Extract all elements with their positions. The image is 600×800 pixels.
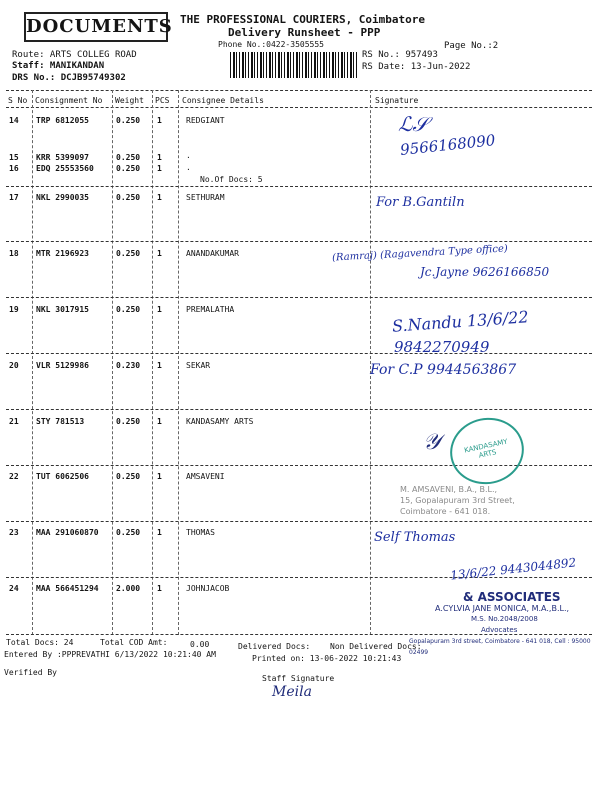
col-pcs: PCS — [155, 96, 170, 105]
divider — [32, 90, 33, 635]
row-consignment: TRP 6812055 — [36, 116, 89, 125]
route: Route: ARTS COLLEG ROAD — [12, 50, 137, 60]
row-consignee: REDGIANT — [186, 116, 225, 125]
row-weight: 2.000 — [116, 584, 141, 593]
row-consignee: PREMALATHA — [186, 305, 235, 314]
row-sno: 19 — [9, 305, 19, 314]
row-rule — [6, 186, 592, 187]
staff-signature-label: Staff Signature — [262, 674, 335, 683]
row-sno: 18 — [9, 249, 19, 258]
handwritten-note: (Ramraj) (Ragavendra Type office) — [331, 243, 509, 264]
advocate-stamp — [400, 484, 515, 517]
row-consignment: NKL 2990035 — [36, 193, 89, 202]
row-consignment: TUT 6062506 — [36, 472, 89, 481]
barcode — [230, 52, 358, 78]
row-weight: 0.250 — [116, 164, 141, 173]
total-cod-label: Total COD Amt: — [100, 638, 168, 647]
row-weight: 0.250 — [116, 193, 141, 202]
non-delivered-docs: Non Delivered Docs: — [330, 642, 422, 651]
row-weight: 0.250 — [116, 528, 141, 537]
row-consignment: MAA 291060870 — [36, 528, 99, 537]
page-number: Page No.:2 — [444, 41, 499, 51]
row-consignee: JOHNJACOB — [186, 584, 230, 593]
rs-number: RS No.: 957493 — [362, 50, 438, 60]
row-consignment: NKL 3017915 — [36, 305, 89, 314]
row-consignment: STY 781513 — [36, 417, 85, 426]
handwritten-note: For C.P 9944563867 — [370, 362, 517, 378]
row-rule — [6, 521, 592, 522]
row-pcs: 1 — [157, 193, 162, 202]
handwritten-note: S.Nandu 13/6/22 — [391, 307, 530, 336]
divider — [152, 90, 153, 635]
printed-on: Printed on: 13-06-2022 10:21:43 — [252, 654, 402, 663]
handwritten-note: For B.Gantiln — [376, 195, 465, 210]
signature-scribble: 𝒴 — [423, 430, 441, 455]
table-top-rule — [6, 90, 592, 91]
row-weight: 0.250 — [116, 116, 141, 125]
rs-date: RS Date: 13-Jun-2022 — [362, 62, 471, 72]
stamp-line: A.CYLVIA JANE MONICA, M.A.,B.L., — [435, 604, 570, 613]
row-pcs: 1 — [157, 417, 162, 426]
divider — [178, 90, 179, 635]
stamp-line: M. AMSAVENI, B.A., B.L., — [400, 485, 498, 494]
row-consignee: . — [186, 151, 191, 160]
row-sno: 23 — [9, 528, 19, 537]
handwritten-phone: 9566168090 — [399, 131, 497, 159]
col-weight: Weight — [115, 96, 144, 105]
row-sno: 14 — [9, 116, 19, 125]
row-consignment: VLR 5129986 — [36, 361, 89, 370]
delivered-docs: Delivered Docs: — [238, 642, 311, 651]
row-rule — [6, 241, 592, 242]
runsheet-title: Delivery Runsheet - PPP — [228, 26, 381, 39]
row-weight: 0.250 — [116, 417, 141, 426]
total-docs: Total Docs: 24 — [6, 638, 74, 647]
row-weight: 0.250 — [116, 305, 141, 314]
row-pcs: 1 — [157, 153, 162, 162]
drs-number: DRS No.: DCJB95749302 — [12, 73, 126, 83]
stamp-line: & ASSOCIATES — [463, 590, 561, 604]
row-sno: 15 — [9, 153, 19, 162]
row-pcs: 1 — [157, 116, 162, 125]
associates-stamp — [405, 592, 600, 658]
row-pcs: 1 — [157, 305, 162, 314]
seal-text: KANDASAMY ARTS — [463, 437, 509, 460]
row-consignee: ANANDAKUMAR — [186, 249, 239, 258]
row-sno: 24 — [9, 584, 19, 593]
documents-stamp: DOCUMENTS — [24, 12, 168, 42]
row-consignment: MAA 566451294 — [36, 584, 99, 593]
row-pcs: 1 — [157, 361, 162, 370]
verified-by: Verified By — [4, 668, 57, 677]
row-rule — [6, 297, 592, 298]
handwritten-phone: 13/6/22 9443044892 — [449, 555, 577, 583]
header-rule — [6, 107, 592, 108]
handwritten-note: Self Thomas — [374, 530, 456, 545]
company-title: THE PROFESSIONAL COURIERS, Coimbatore — [180, 13, 426, 26]
stamp-line: Advocates — [481, 626, 518, 634]
row-sno: 20 — [9, 361, 19, 370]
row-consignee: AMSAVENI — [186, 472, 225, 481]
stamp-line: Coimbatore - 641 018. — [400, 507, 491, 516]
col-consignee: Consignee Details — [182, 96, 264, 105]
row-rule — [6, 577, 592, 578]
row-consignee: SETHURAM — [186, 193, 225, 202]
col-consignment: Consignment No — [35, 96, 103, 105]
row-pcs: 1 — [157, 472, 162, 481]
entered-by: Entered By :PPPREVATHI 6/13/2022 10:21:40 AM — [4, 650, 216, 659]
signature-scribble: ℒ𝒮 — [398, 112, 428, 136]
staff: Staff: MANIKANDAN — [12, 61, 105, 71]
row-pcs: 1 — [157, 249, 162, 258]
stamp-line: M.S. No.2048/2008 — [471, 615, 538, 623]
row-consignee: KANDASAMY ARTS — [186, 417, 254, 426]
col-signature: Signature — [375, 96, 419, 105]
row-consignment: KRR 5399097 — [36, 153, 89, 162]
row-sno: 22 — [9, 472, 19, 481]
row-weight: 0.250 — [116, 153, 141, 162]
row-rule — [6, 409, 592, 410]
row-pcs: 1 — [157, 164, 162, 173]
row-weight: 0.250 — [116, 472, 141, 481]
docs-count-note: No.Of Docs: 5 — [200, 175, 263, 184]
row-weight: 0.230 — [116, 361, 141, 370]
staff-signature: Meila — [272, 684, 312, 700]
row-consignment: EDQ 25553560 — [36, 164, 94, 173]
row-consignee: SEKAR — [186, 361, 211, 370]
company-seal — [444, 411, 530, 491]
row-pcs: 1 — [157, 584, 162, 593]
row-sno: 16 — [9, 164, 19, 173]
phone-number: Phone No.:0422-3505555 — [218, 40, 324, 49]
divider — [112, 90, 113, 635]
row-sno: 21 — [9, 417, 19, 426]
row-pcs: 1 — [157, 528, 162, 537]
row-consignee: . — [186, 163, 191, 172]
handwritten-note: Jc.Jayne 9626166850 — [420, 265, 550, 279]
handwritten-phone: 9842270949 — [394, 338, 490, 356]
row-sno: 17 — [9, 193, 19, 202]
stamp-line: Gopalapuram 3rd street, Coimbatore - 641 018, Cell : 95000 02499 — [409, 638, 591, 656]
row-consignee: THOMAS — [186, 528, 215, 537]
total-cod-value: 0.00 — [190, 640, 210, 649]
col-sno: S No — [8, 96, 28, 105]
stamp-line: 15, Gopalapuram 3rd Street, — [400, 496, 515, 505]
row-weight: 0.250 — [116, 249, 141, 258]
row-rule — [6, 353, 592, 354]
row-consignment: MTR 2196923 — [36, 249, 89, 258]
